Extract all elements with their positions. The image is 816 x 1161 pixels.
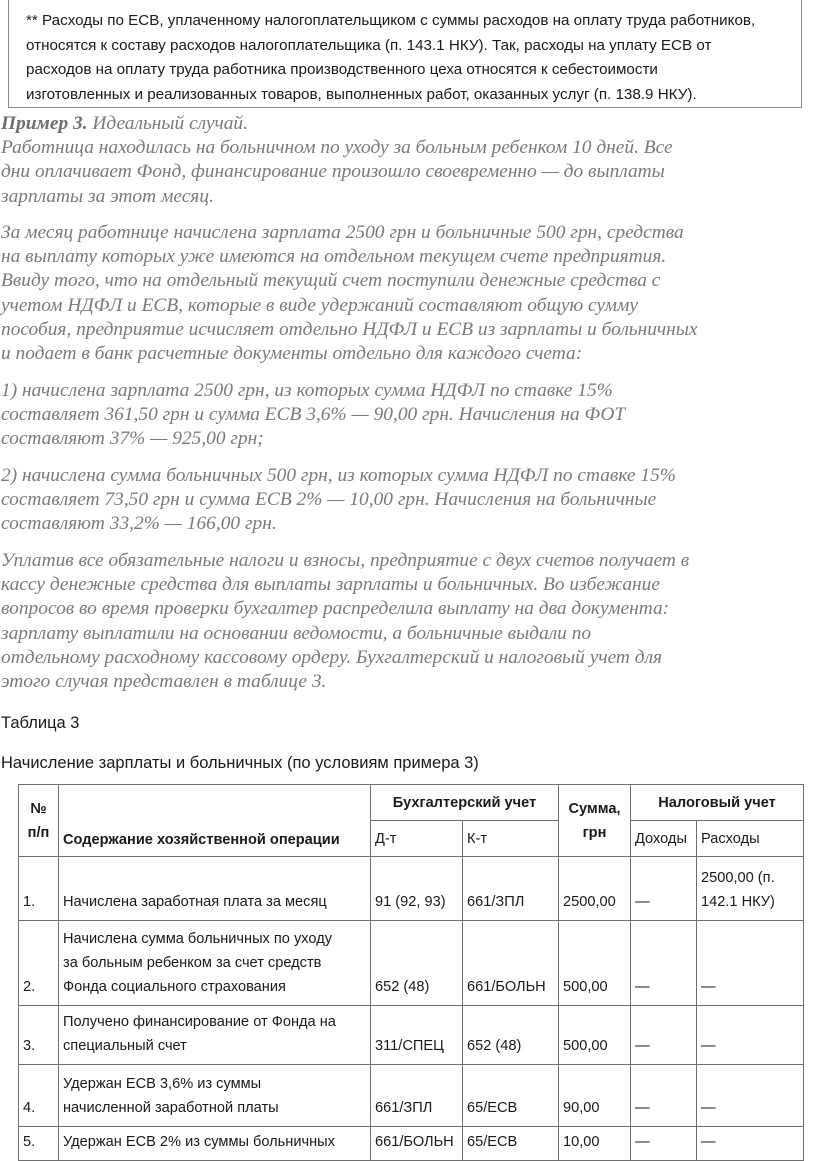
cell-debit: 91 (92, 93) [371, 857, 463, 921]
header-accounting: Бухгалтерский учет [371, 785, 559, 821]
paragraph-line: составляют 33,2% — 166,00 грн. [1, 513, 277, 535]
example-paragraph-4 [1, 464, 816, 537]
paragraph-line: отдельному расходному кассовому ордеру. Бухгалтерский и налоговый учет для [1, 646, 663, 668]
header-sum [559, 785, 631, 857]
cell-expense-line: 2500,00 (п. [701, 870, 775, 886]
header-number [19, 785, 59, 857]
cell-credit: 661/БОЛЬН [463, 921, 559, 1006]
cell-expense: — [697, 1127, 804, 1161]
paragraph-line: 2) начислена сумма больничных 500 грн, из которых сумма НДФЛ по ставке 15% [1, 465, 676, 486]
example-paragraph-5 [1, 549, 816, 694]
cell-content-line: Фонда социального страхования [63, 979, 286, 995]
paragraph-line: учетом НДФЛ и ЕСВ, которые в виде удержаний составляют общую сумму [1, 294, 638, 316]
paragraph-line: составляет 361,50 грн и сумма ЕСВ 3,6% — 90,00 грн. Начисления на ФОТ [1, 404, 626, 426]
paragraph-line: Ввиду того, что на отдельный текущий счет поступили денежные средства с [1, 270, 661, 292]
paragraph-line: пособия, предприятие исчисляет отдельно НДФЛ и ЕСВ из зарплаты и больничных [1, 318, 698, 340]
cell-content-line: начисленной заработной платы [63, 1100, 279, 1116]
paragraph-line: составляют 37% — 925,00 грн; [1, 428, 264, 450]
example-heading-bold: Пример 3. [1, 113, 88, 134]
cell-number: 1. [19, 857, 59, 921]
cell-debit: 661/БОЛЬН [371, 1127, 463, 1161]
example-paragraph-3 [1, 379, 816, 452]
cell-sum: 500,00 [559, 1006, 631, 1065]
header-expense: Расходы [697, 821, 804, 857]
cell-number: 4. [19, 1065, 59, 1127]
paragraph-line: Уплатив все обязательные налоги и взносы, предприятие с двух счетов получает в [1, 550, 690, 571]
paragraph-line: вопросов во время проверки бухгалтер распределила выплату на два документа: [1, 598, 670, 620]
cell-debit: 661/ЗПЛ [371, 1065, 463, 1127]
cell-income: — [631, 921, 697, 1006]
header-number-line: № [30, 800, 47, 817]
header-sum-line: грн [582, 824, 607, 841]
cell-income: — [631, 1127, 697, 1161]
cell-income: — [631, 1006, 697, 1065]
cell-credit: 652 (48) [463, 1006, 559, 1065]
cell-sum: 10,00 [559, 1127, 631, 1161]
cell-number: 3. [19, 1006, 59, 1065]
paragraph-line: и подает в банк расчетные документы отдельно для каждого счета: [1, 343, 583, 365]
paragraph-line: кассу денежные средства для выплаты зарплаты и больничных. Во избежание [1, 574, 660, 596]
cell-expense: — [697, 921, 804, 1006]
header-income: Доходы [631, 821, 697, 857]
header-number-line: п/п [27, 824, 50, 841]
header-content: Содержание хозяйственной операции [59, 785, 371, 857]
footnote-line: изготовленных и реализованных товаров, выполненных работ, оказанных услуг (п. 138.9 НКУ). [26, 85, 697, 103]
cell-expense: — [697, 1006, 804, 1065]
paragraph-line: дни оплачивает Фонд, финансирование произошло своевременно — до выплаты [1, 161, 665, 183]
cell-content [59, 1065, 371, 1127]
cell-debit: 652 (48) [371, 921, 463, 1006]
cell-content-line: специальный счет [63, 1038, 187, 1054]
table-label: Таблица 3 [1, 714, 80, 732]
example-heading-rest: Идеальный случай. [87, 113, 248, 134]
cell-expense [697, 857, 804, 921]
header-credit: К-т [463, 821, 559, 857]
paragraph-line: Работница находилась на больничном по уходу за больным ребенком 10 дней. Все [1, 137, 673, 159]
cell-content-line: за больным ребенком за счет средств [63, 955, 322, 971]
accounting-table [18, 784, 804, 1161]
cell-content-line: Удержан ЕСВ 3,6% из суммы [63, 1076, 262, 1092]
example-heading [1, 112, 816, 136]
table-row [19, 1006, 804, 1065]
table-caption: Начисление зарплаты и больничных (по условиям примера 3) [1, 754, 479, 772]
paragraph-line: За месяц работнице начислена зарплата 2500 грн и больничные 500 грн, средства [1, 222, 684, 243]
paragraph-line: на выплату которых уже имеются на отдельном текущем счете предприятия. [1, 246, 667, 268]
table-row [19, 921, 804, 1006]
cell-content [59, 921, 371, 1006]
table-row [19, 1065, 804, 1127]
header-debit: Д-т [371, 821, 463, 857]
cell-content-line: Получено финансирование от Фонда на [63, 1014, 336, 1030]
cell-income: — [631, 857, 697, 921]
footnote-line: относятся к составу расходов налогоплательщика (п. 143.1 НКУ). Так, расходы на уплату ЕСВ от [26, 36, 712, 54]
cell-expense: — [697, 1065, 804, 1127]
cell-credit: 65/ЕСВ [463, 1065, 559, 1127]
header-sum-line: Сумма, [568, 800, 621, 817]
cell-number: 2. [19, 921, 59, 1006]
cell-sum: 90,00 [559, 1065, 631, 1127]
cell-content [59, 1006, 371, 1065]
paragraph-line: зарплату выплатили на основании ведомости, а больничные выдали по [1, 622, 592, 644]
cell-content: Удержан ЕСВ 2% из суммы больничных [59, 1127, 371, 1161]
paragraph-line: составляет 73,50 грн и сумма ЕСВ 2% — 10,00 грн. Начисления на больничные [1, 489, 657, 511]
example-intro [1, 112, 816, 209]
cell-credit: 661/ЗПЛ [463, 857, 559, 921]
cell-expense-line: 142.1 НКУ) [701, 894, 775, 910]
cell-credit: 65/ЕСВ [463, 1127, 559, 1161]
cell-debit: 311/СПЕЦ [371, 1006, 463, 1065]
footnote-box [8, 0, 802, 108]
footnote-line: ** Расходы по ЕСВ, уплаченному налогоплательщиком с суммы расходов на оплату труда работников, [26, 12, 756, 29]
paragraph-line: зарплаты за этот месяц. [1, 185, 214, 207]
cell-sum: 2500,00 [559, 857, 631, 921]
example-paragraph-2 [1, 221, 816, 366]
paragraph-line: 1) начислена зарплата 2500 грн, из которых сумма НДФЛ по ставке 15% [1, 380, 613, 401]
table-row [19, 1127, 804, 1161]
header-tax: Налоговый учет [631, 785, 804, 821]
footnote-line: расходов на оплату труда работника производственного цеха относятся к себестоимости [26, 61, 658, 79]
table-row [19, 857, 804, 921]
cell-content-line: Начислена сумма больничных по уходу [63, 931, 333, 947]
paragraph-line: этого случая представлен в таблице 3. [1, 671, 327, 693]
cell-sum: 500,00 [559, 921, 631, 1006]
cell-income: — [631, 1065, 697, 1127]
cell-content: Начислена заработная плата за месяц [59, 857, 371, 921]
cell-number: 5. [19, 1127, 59, 1161]
